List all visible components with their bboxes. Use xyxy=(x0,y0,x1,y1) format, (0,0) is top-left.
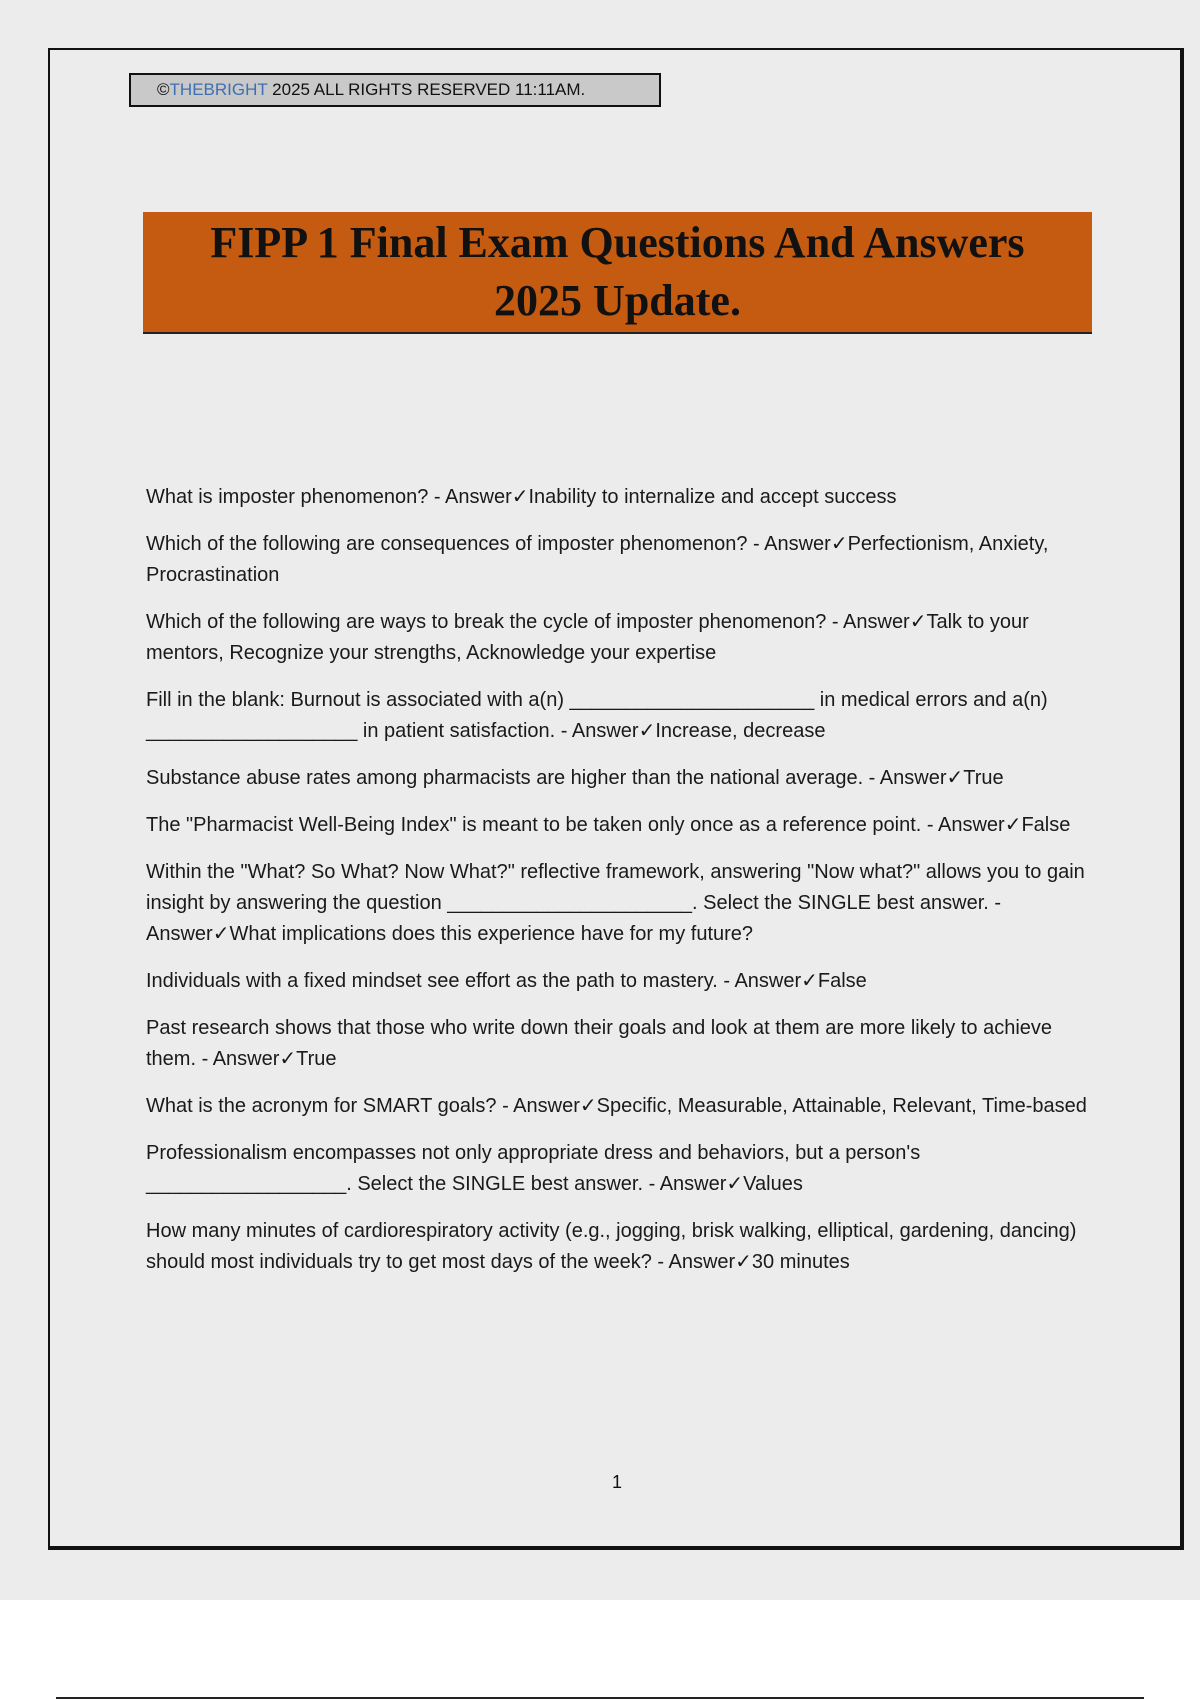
question-item: Which of the following are ways to break the cycle of imposter phenomenon? - Answer✓Talk to your mentors, Recognize your strengths, Acknowledge your expertise xyxy=(146,611,1029,664)
question-item: Individuals with a fixed mindset see effort as the path to mastery. - Answer✓False xyxy=(146,970,867,992)
copyright-header xyxy=(129,73,661,107)
question-item: What is the acronym for SMART goals? - Answer✓Specific, Measurable, Attainable, Relevant, Time-based xyxy=(146,1095,1087,1117)
question-item: Professionalism encompasses not only appropriate dress and behaviors, but a person's __________________. Select the SINGLE best answer. - Answer✓Values xyxy=(146,1142,921,1195)
title-line-1: FIPP 1 Final Exam Questions And Answers xyxy=(210,218,1025,267)
question-item: How many minutes of cardiorespiratory activity (e.g., jogging, brisk walking, elliptical, gardening, dancing) should most individuals try to get most days of the week? - Answer✓30 minutes xyxy=(146,1220,1077,1273)
copyright-text: 2025 ALL RIGHTS RESERVED 11:11AM. xyxy=(267,80,586,99)
footer-divider xyxy=(56,1697,1144,1699)
question-item: Past research shows that those who write down their goals and look at them are more likely to achieve them. - Answer✓True xyxy=(146,1017,1053,1070)
question-item: Fill in the blank: Burnout is associated with a(n) ______________________ in medical errors and a(n) ___________________ in patient satisfaction. - Answer✓Increase, decrease xyxy=(146,689,1048,742)
question-item: Substance abuse rates among pharmacists are higher than the national average. - Answer✓True xyxy=(146,767,1004,789)
title-line-2: 2025 Update. xyxy=(494,276,741,325)
question-item: What is imposter phenomenon? - Answer✓Inability to internalize and accept success xyxy=(146,486,897,508)
document-title xyxy=(143,212,1092,334)
question-item: Which of the following are consequences of imposter phenomenon? - Answer✓Perfectionism, Anxiety, Procrastination xyxy=(146,533,1049,586)
brand-name: THEBRIGHT xyxy=(169,80,268,99)
question-list xyxy=(146,482,1096,1294)
question-item: Within the "What? So What? Now What?" reflective framework, answering "Now what?" allows you to gain insight by answering the question ______________________. Select the SINGLE best answer. - Answer✓What implications does this experience have for my future? xyxy=(146,861,1085,945)
question-item: The "Pharmacist Well-Being Index" is meant to be taken only once as a reference point. - Answer✓False xyxy=(146,814,1071,836)
page-number: 1 xyxy=(611,1472,622,1492)
copyright-symbol: © xyxy=(157,80,170,99)
